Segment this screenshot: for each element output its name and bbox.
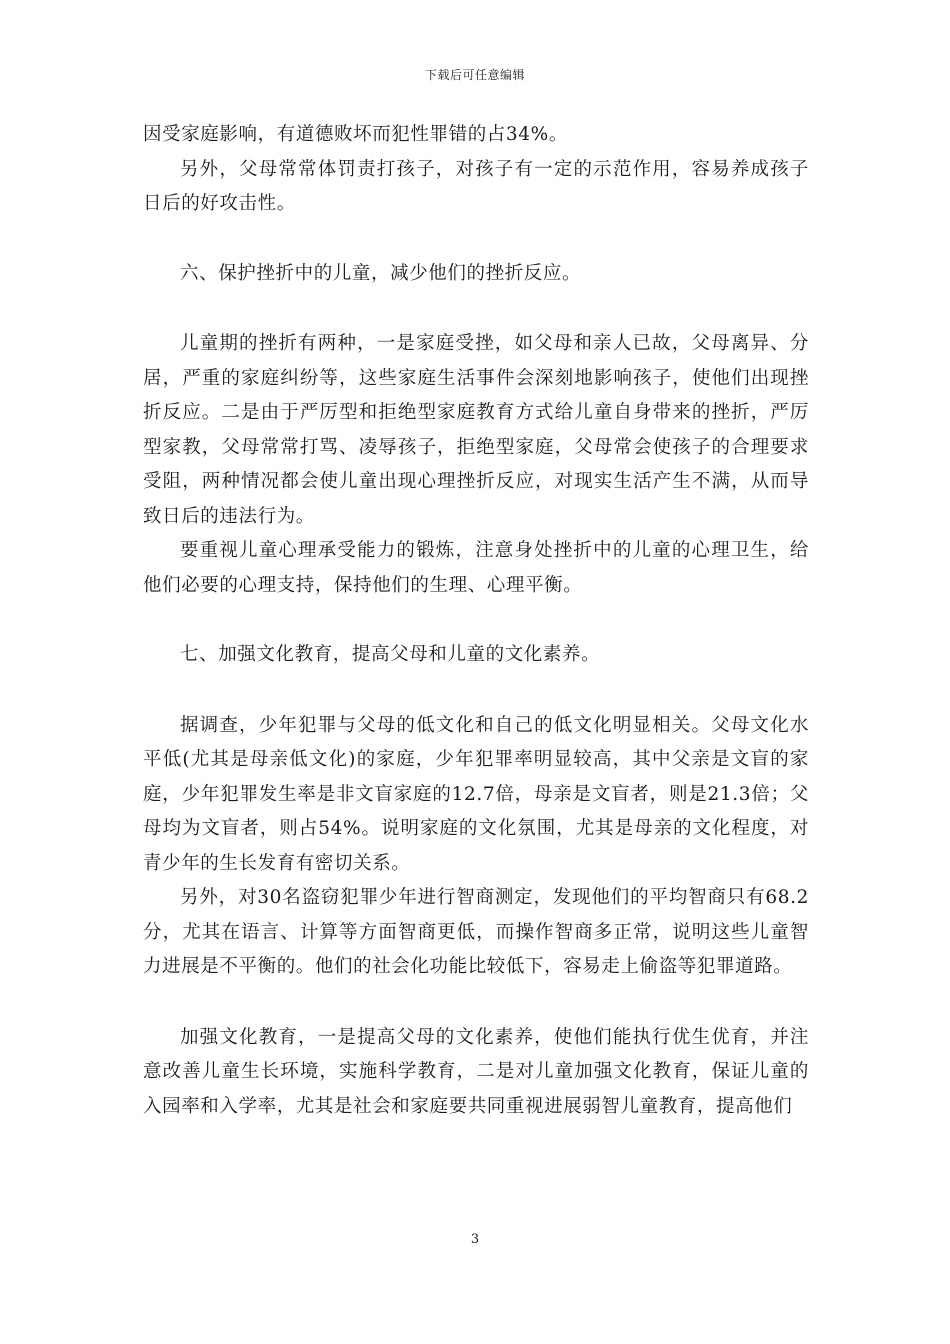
paragraph-continuation: 因受家庭影响，有道德败坏而犯性罪错的占34%。	[143, 124, 568, 145]
paragraph-survey-education: 据调查，少年犯罪与父母的低文化和自己的低文化明显相关。父母文化水平低(尤其是母亲低文化)的家庭，少年犯罪率明显较高，其中父亲是文盲的家庭，少年犯罪发生率是非文盲家庭的12.7倍，母亲是文盲者，则是21.3倍；父母均为文盲者，则占54%。说明家庭的文化氛围，尤其是母亲的文化程度，对青少年的生长发育有密切关系。	[143, 714, 809, 874]
page-number: 3	[470, 1232, 480, 1247]
section-heading-7: 七、加强文化教育，提高父母和儿童的文化素养。	[180, 644, 601, 665]
section-heading-6: 六、保护挫折中的儿童，减少他们的挫折反应。	[180, 262, 582, 284]
paragraph-frustration-types: 儿童期的挫折有两种，一是家庭受挫，如父母和亲人已故，父母离异、分居，严重的家庭纠纷等，这些家庭生活事件会深刻地影响孩子，使他们出现挫折反应。二是由于严厉型和拒绝型家庭教育方式给儿童自身带来的挫折，严厉型家教，父母常常打骂、凌辱孩子，拒绝型家庭，父母常会使孩子的合理要求受阻，两种情况都会使儿童出现心理挫折反应，对现实生活产生不满，从而导致日后的违法行为。	[143, 333, 809, 527]
page-header: 下载后可任意编辑	[424, 68, 525, 82]
paragraph-psychological-support: 要重视儿童心理承受能力的锻炼，注意身处挫折中的儿童的心理卫生，给他们必要的心理支持，保持他们的生理、心理平衡。	[143, 540, 809, 596]
document-body	[143, 118, 809, 1124]
paragraph-iq-test: 另外，对30名盗窃犯罪少年进行智商测定，发现他们的平均智商只有68.2分，尤其在语言、计算等方面智商更低，而操作智商多正常，说明这些儿童智力进展是不平衡的。他们的社会化功能比较低下，容易走上偷盗等犯罪道路。	[143, 887, 809, 977]
paragraph-strengthen-education: 加强文化教育，一是提高父母的文化素养，使他们能执行优生优育，并注意改善儿童生长环境，实施科学教育，二是对儿童加强文化教育，保证儿童的入园率和入学率，尤其是社会和家庭要共同重视进展弱智儿童教育，提高他们	[143, 1026, 809, 1117]
paragraph-physical-punishment: 另外，父母常常体罚责打孩子，对孩子有一定的示范作用，容易养成孩子日后的好攻击性。	[143, 158, 809, 214]
